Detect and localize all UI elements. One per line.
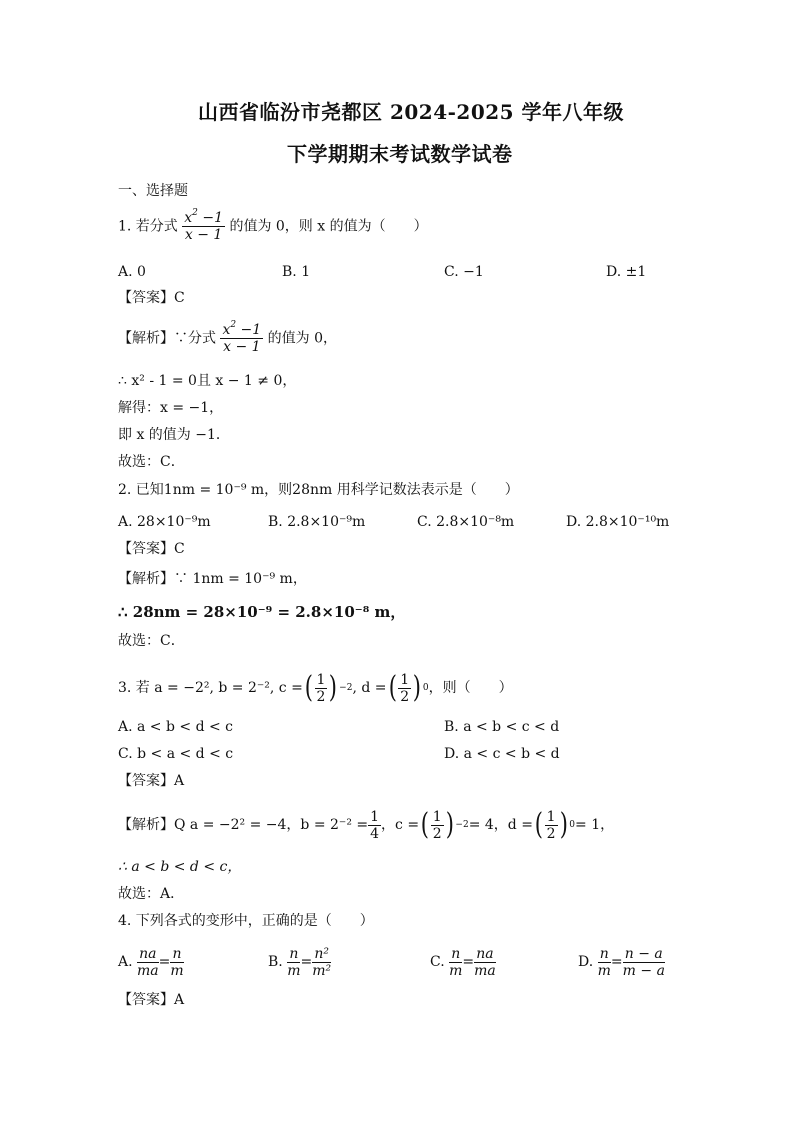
- q1-stem: [118, 210, 428, 243]
- q1-analysis-frac-den: x − 1: [223, 339, 261, 355]
- q4-option-c: [430, 944, 496, 980]
- q3-quarter-num: 1: [370, 808, 380, 825]
- q3-option-c: C. b < a < d < c: [118, 746, 234, 762]
- q4-a-left: [137, 946, 159, 979]
- q3-analysis-prefix: 【解析】Q a = −2² = −4，b = 2⁻² =: [118, 817, 369, 833]
- q3-stem-mid: , d =: [352, 680, 387, 696]
- q3-analysis-quarter: [368, 809, 381, 842]
- q1-analysis-frac-num: x: [222, 322, 231, 338]
- q4-option-d: [578, 944, 665, 980]
- q3-d-rparen: ): [412, 670, 422, 705]
- q2-option-a: A. 28×10⁻⁹m: [118, 514, 211, 530]
- q2-option-d: D. 2.8×10⁻¹⁰m: [566, 514, 670, 530]
- q3-c-half-den: 2: [316, 688, 326, 705]
- q3-analysis: [118, 805, 614, 845]
- q4-b-left-den: m: [287, 962, 301, 979]
- q4-c-left-den: m: [449, 962, 463, 979]
- q4-b-left-num: n: [287, 946, 300, 963]
- q1-frac-num-rest: −1: [197, 210, 223, 226]
- q3-analysis-c-value: = 4，d =: [468, 817, 533, 833]
- q1-option-a: A. 0: [118, 264, 146, 280]
- q3-stem-prefix: 3. 若 a = −2², b = 2⁻², c =: [118, 680, 303, 696]
- q1-analysis-frac-rest: −1: [236, 322, 262, 338]
- q4-c-equals: =: [462, 954, 475, 970]
- q1-frac-sup: 2: [192, 208, 198, 218]
- q3-option-d: D. a < c < b < d: [444, 746, 560, 762]
- q4-d-left-den: m: [597, 962, 611, 979]
- q4-option-a-label: A.: [118, 954, 133, 970]
- q4-a-right-den: m: [170, 962, 184, 979]
- q3-analysis-c-half-num: 1: [432, 808, 442, 825]
- q1-stem-prefix: 1. 若分式: [118, 218, 178, 235]
- q1-option-b: B. 1: [282, 264, 311, 280]
- q3-option-a: A. a < b < d < c: [118, 719, 234, 735]
- q1-option-d: D. ±1: [606, 264, 647, 280]
- q1-conclusion: 故选：C．: [118, 454, 185, 470]
- q4-d-right-num: n − a: [623, 946, 665, 963]
- q3-analysis-d-half: [545, 809, 558, 842]
- q2-stem: 2. 已知1nm = 10⁻⁹ m，则28nm 用科学记数法表示是（ ）: [118, 482, 519, 498]
- q2-conclusion: 故选：C．: [118, 633, 185, 649]
- q4-d-equals: =: [610, 954, 623, 970]
- q3-d-expression: ( $\frac{1}{2}$ ) 0: [388, 670, 429, 705]
- q4-a-equals: =: [158, 954, 171, 970]
- q2-option-b: B. 2.8×10⁻⁹m: [268, 514, 366, 530]
- q3-option-b: B. a < b < c < d: [444, 719, 560, 735]
- q4-c-right-num: na: [474, 946, 496, 963]
- q4-option-a: [118, 944, 184, 980]
- q3-analysis-d-lparen: (: [534, 807, 543, 842]
- q1-answer: 【答案】C: [118, 290, 185, 306]
- q1-fraction: [182, 210, 225, 243]
- q3-d-half-den: 2: [400, 688, 410, 705]
- q3-c-half: [315, 672, 328, 705]
- q3-stem-suffix: ，则（ ）: [428, 680, 513, 696]
- q1-analysis-frac-sup: 2: [230, 320, 237, 330]
- q3-c-rparen: ): [329, 670, 338, 705]
- q3-conclusion: 故选：A．: [118, 886, 185, 902]
- q3-analysis-d-half-num: 1: [546, 808, 556, 825]
- q1-step-1: ∴ x² - 1 = 0且 x − 1 ≠ 0，: [118, 373, 297, 389]
- q4-c-left-num: n: [449, 946, 462, 963]
- q2-analysis: 【解析】∵ 1nm = 10⁻⁹ m，: [118, 571, 307, 587]
- q3-step-1: ∴ a < b < d < c，: [118, 859, 242, 875]
- q4-option-b-label: B.: [268, 954, 283, 970]
- q4-a-right: [170, 946, 183, 979]
- q4-b-right: [312, 946, 331, 979]
- q3-d-lparen: (: [388, 670, 397, 705]
- q3-c-expression: ( $\frac{1}{2}$ ) −2: [304, 670, 353, 705]
- q3-d-half: [398, 672, 411, 705]
- q4-answer: 【答案】A: [118, 992, 185, 1008]
- q3-c-lparen: (: [304, 670, 313, 705]
- q3-analysis-d-rparen: ): [559, 807, 568, 842]
- q4-option-d-label: D.: [578, 954, 594, 970]
- q1-analysis-suffix: 的值为 0，: [267, 330, 337, 347]
- q1-step-2: 解得：x = −1，: [118, 400, 224, 416]
- q4-stem: 4. 下列各式的变形中，正确的是（ ）: [118, 913, 374, 929]
- q2-option-c: C. 2.8×10⁻⁸m: [417, 514, 515, 530]
- q3-analysis-c: ，c =: [381, 817, 420, 833]
- q2-answer: 【答案】C: [118, 541, 185, 557]
- title-line-2: 下学期期末考试数学试卷: [287, 142, 513, 166]
- q3-analysis-c-lparen: (: [420, 807, 430, 842]
- q3-analysis-d-expression: ( $\frac{1}{2}$ ) 0: [534, 807, 576, 842]
- section-heading: 一、选择题: [118, 183, 188, 199]
- q3-c-half-num: 1: [316, 671, 326, 688]
- q4-c-right-den: ma: [474, 962, 496, 979]
- q1-option-c: C. −1: [444, 264, 484, 280]
- q4-b-left: [287, 946, 300, 979]
- q4-a-left-num: na: [137, 946, 159, 963]
- q4-a-right-num: n: [170, 946, 183, 963]
- q3-analysis-d-half-den: 2: [546, 825, 556, 842]
- q4-b-right-num: n²: [312, 946, 331, 963]
- title-line-1: 山西省临汾市尧都区 2024-2025 学年八年级: [198, 100, 625, 124]
- q4-b-right-den: m²: [312, 962, 332, 979]
- q1-analysis: [118, 322, 337, 355]
- q4-d-left: [598, 946, 611, 979]
- q3-analysis-c-expression: ( $\frac{1}{2}$ ) −2: [420, 807, 469, 842]
- q1-frac-num: x: [184, 210, 193, 226]
- q3-analysis-d-value: = 1，: [575, 817, 615, 833]
- q3-answer: 【答案】A: [118, 773, 185, 789]
- q1-frac-den: x − 1: [184, 227, 223, 243]
- q3-analysis-c-half: [431, 809, 444, 842]
- q3-analysis-c-half-den: 2: [432, 825, 442, 842]
- q4-a-left-den: ma: [137, 962, 159, 979]
- q4-d-left-num: n: [598, 946, 611, 963]
- q4-d-right-den: m − a: [622, 962, 665, 979]
- q1-step-3: 即 x 的值为 −1．: [118, 427, 230, 443]
- q2-step-1: ∴ 28nm = 28×10⁻⁹ = 2.8×10⁻⁸ m，: [118, 603, 406, 621]
- q4-c-left: [449, 946, 462, 979]
- q3-d-half-num: 1: [400, 671, 410, 688]
- q4-d-right: [623, 946, 665, 979]
- q1-stem-suffix: 的值为 0，则 x 的值为（ ）: [229, 218, 428, 235]
- q1-analysis-fraction: [220, 322, 263, 355]
- q4-b-equals: =: [300, 954, 313, 970]
- q1-analysis-prefix: 【解析】∵分式: [118, 330, 216, 347]
- q4-option-c-label: C.: [430, 954, 445, 970]
- q3-analysis-c-rparen: ): [445, 807, 454, 842]
- q3-quarter-den: 4: [370, 825, 380, 842]
- q3-stem: [118, 668, 513, 708]
- q4-option-b: [268, 944, 331, 980]
- q4-c-right: [474, 946, 496, 979]
